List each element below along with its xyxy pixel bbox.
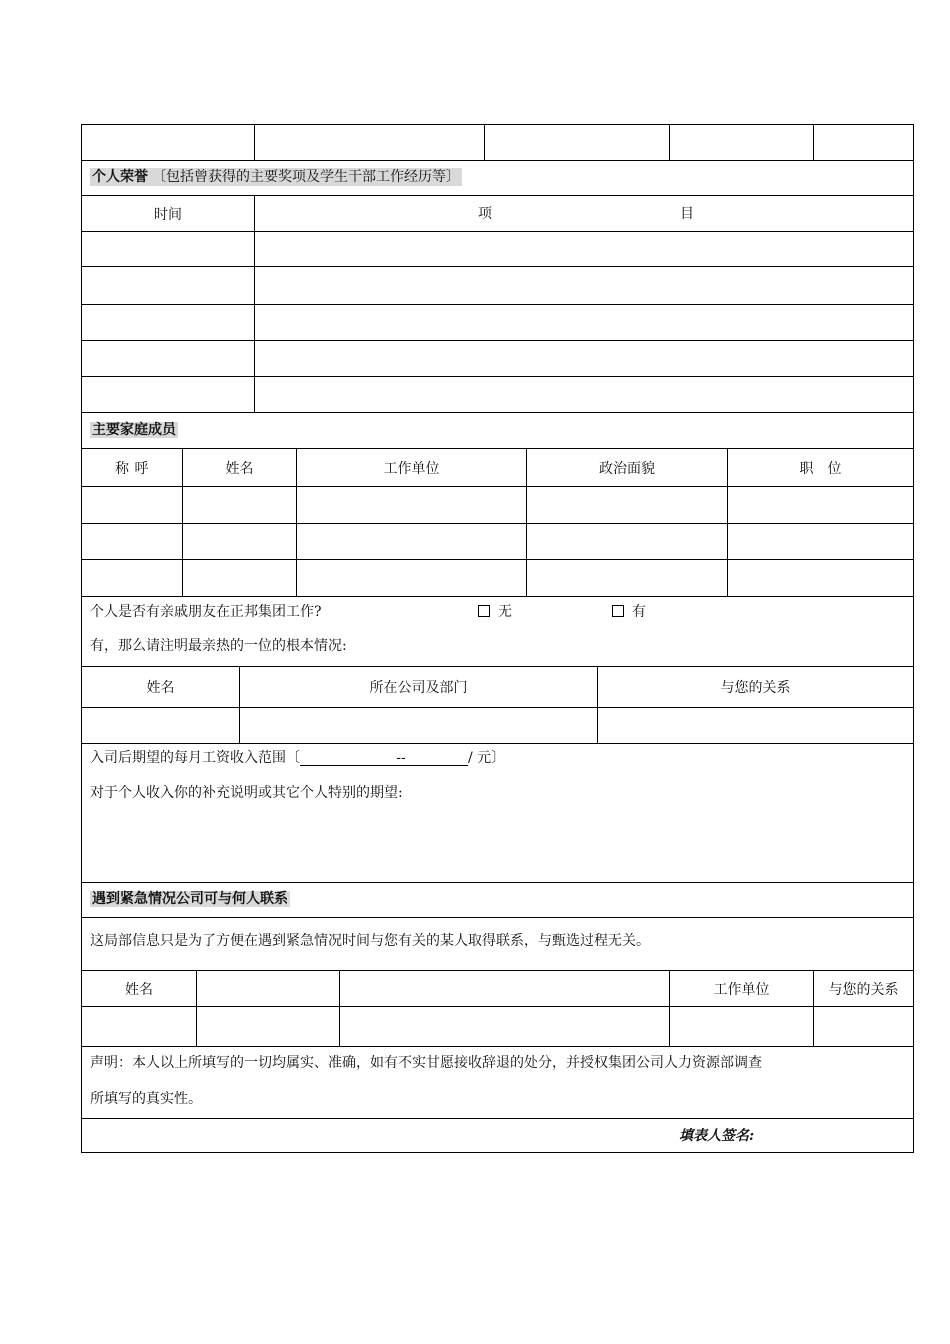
- honors-time-cell[interactable]: [82, 232, 254, 266]
- emergency-section-header: [81, 882, 914, 917]
- salary-supplement-label: 对于个人收入你的补充说明或其它个人特别的期望:: [90, 785, 403, 801]
- honors-title: 个人荣誉: [92, 169, 148, 185]
- salary-max-field[interactable]: [410, 751, 468, 766]
- table-cell[interactable]: [526, 524, 727, 559]
- emergency-title: 遇到紧急情况公司可与何人联系: [92, 891, 288, 907]
- emergency-col-name: 姓名: [125, 981, 153, 998]
- honors-col-time: 时间: [154, 206, 182, 223]
- declaration-block: [81, 1046, 914, 1118]
- honors-time-cell[interactable]: [82, 341, 254, 376]
- table-row: [81, 523, 914, 559]
- signature-label: 填表人签名:: [679, 1128, 755, 1144]
- relatives-question-block: [81, 596, 914, 666]
- salary-dash: --: [392, 751, 410, 766]
- family-section-header: [81, 412, 914, 448]
- table-cell[interactable]: [82, 487, 182, 523]
- relatives-question: 个人是否有亲戚朋友在正邦集团工作?: [90, 604, 322, 620]
- table-cell[interactable]: [484, 125, 669, 160]
- declaration-line-2: 所填写的真实性。: [90, 1091, 202, 1107]
- application-form: [81, 124, 914, 1153]
- table-row: [81, 1006, 914, 1046]
- table-cell[interactable]: [813, 1007, 913, 1046]
- family-col-title: 称 呼: [115, 460, 149, 477]
- checkbox-no[interactable]: [478, 605, 490, 617]
- checkbox-yes[interactable]: [612, 605, 624, 617]
- family-col-political: 政治面貌: [526, 449, 727, 486]
- salary-block: [81, 743, 914, 882]
- table-row: [81, 559, 914, 596]
- table-cell[interactable]: [239, 708, 597, 743]
- family-col-position: 职 位: [727, 449, 913, 486]
- emergency-col-blank-2: [339, 971, 669, 1006]
- table-cell[interactable]: [254, 125, 484, 160]
- table-cell[interactable]: [339, 1007, 669, 1046]
- signature-field[interactable]: [772, 1123, 907, 1149]
- salary-supplement-area[interactable]: [90, 806, 900, 876]
- honors-subtitle: 〔包括曾获得的主要奖项及学生干部工作经历等〕: [152, 169, 460, 185]
- honors-col-item-1: 项: [478, 206, 492, 222]
- honors-item-cell[interactable]: [254, 341, 913, 376]
- honors-item-cell[interactable]: [254, 305, 913, 340]
- table-cell[interactable]: [82, 1007, 196, 1046]
- table-cell[interactable]: [296, 524, 526, 559]
- honors-item-cell[interactable]: [254, 232, 913, 266]
- honors-item-cell[interactable]: [254, 377, 913, 412]
- table-cell[interactable]: [296, 560, 526, 596]
- table-cell[interactable]: [727, 487, 913, 523]
- family-title: 主要家庭成员: [92, 422, 176, 438]
- relatives-instruction: 有，那么请注明最亲热的一位的根本情况:: [90, 638, 347, 654]
- honors-header-row: [81, 195, 914, 231]
- table-cell[interactable]: [669, 125, 813, 160]
- relatives-option-no[interactable]: 无: [478, 605, 512, 619]
- family-header-row: [81, 448, 914, 486]
- table-cell[interactable]: [82, 708, 239, 743]
- table-row: [81, 340, 914, 376]
- table-row: [81, 707, 914, 743]
- table-cell[interactable]: [669, 1007, 813, 1046]
- relatives-col-relation: 与您的关系: [597, 667, 913, 707]
- table-cell[interactable]: [597, 708, 913, 743]
- table-cell[interactable]: [727, 560, 913, 596]
- emergency-col-blank-1: [196, 971, 339, 1006]
- table-cell[interactable]: [182, 524, 296, 559]
- table-cell[interactable]: [82, 560, 182, 596]
- table-cell[interactable]: [727, 524, 913, 559]
- top-continuation-row: [81, 124, 914, 160]
- signature-row: [81, 1118, 914, 1153]
- table-cell[interactable]: [182, 487, 296, 523]
- table-cell[interactable]: [296, 487, 526, 523]
- table-cell[interactable]: [813, 125, 913, 160]
- emergency-col-relation: 与您的关系: [813, 971, 913, 1006]
- salary-line: 入司后期望的每月工资收入范围〔 -- / 元〕: [90, 750, 506, 766]
- table-row: [81, 266, 914, 304]
- salary-min-field[interactable]: [300, 751, 392, 766]
- table-cell[interactable]: [82, 125, 254, 160]
- emergency-note-row: [81, 917, 914, 970]
- table-cell[interactable]: [526, 487, 727, 523]
- emergency-col-workplace: 工作单位: [669, 971, 813, 1006]
- honors-section-header: [81, 160, 914, 195]
- table-row: [81, 304, 914, 340]
- relatives-header-row: [81, 666, 914, 707]
- family-col-name: 姓名: [182, 449, 296, 486]
- table-cell[interactable]: [196, 1007, 339, 1046]
- table-row: [81, 376, 914, 412]
- relatives-option-yes[interactable]: 有: [612, 605, 646, 619]
- honors-time-cell[interactable]: [82, 267, 254, 304]
- table-cell[interactable]: [526, 560, 727, 596]
- emergency-header-row: [81, 970, 914, 1006]
- declaration-line-1: 声明：本人以上所填写的一切均属实、准确，如有不实甘愿接收辞退的处分，并授权集团公司人力资源部调查: [90, 1055, 762, 1071]
- table-cell[interactable]: [182, 560, 296, 596]
- honors-time-cell[interactable]: [82, 377, 254, 412]
- honors-col-item-2: 目: [680, 206, 694, 222]
- table-cell[interactable]: [82, 524, 182, 559]
- table-row: [81, 231, 914, 266]
- table-row: [81, 486, 914, 523]
- emergency-note: 这局部信息只是为了方便在遇到紧急情况时间与您有关的某人取得联系，与甄选过程无关。: [90, 933, 650, 949]
- family-col-workplace: 工作单位: [296, 449, 526, 486]
- honors-col-item: [254, 196, 913, 231]
- relatives-col-company: 所在公司及部门: [239, 667, 597, 707]
- relatives-col-name: 姓名: [146, 680, 175, 696]
- honors-time-cell[interactable]: [82, 305, 254, 340]
- honors-item-cell[interactable]: [254, 267, 913, 304]
